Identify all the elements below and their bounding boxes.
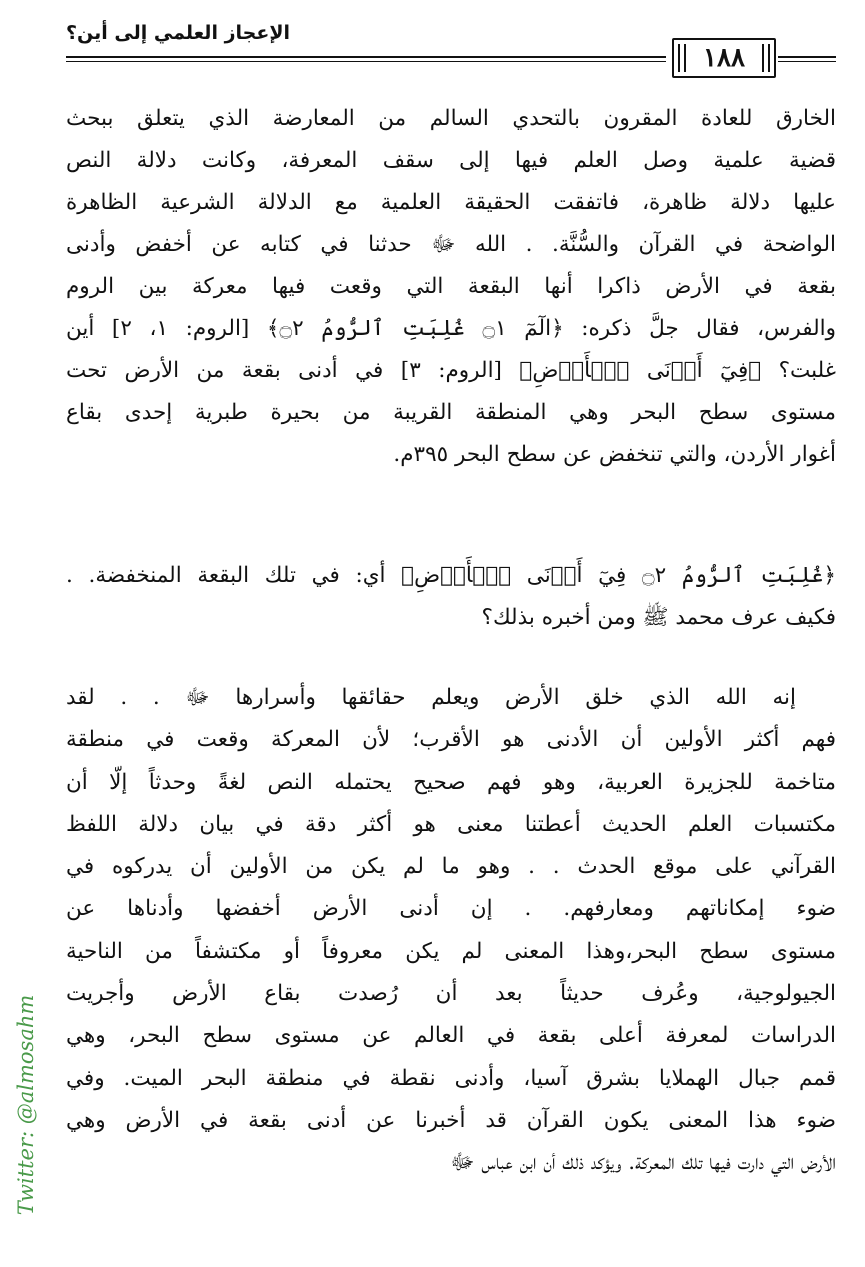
text-line: الواضحة في القرآن والسُّنَّة. . الله ﷻ حدثنا في كتابه عن أخفض وأدنى xyxy=(66,232,836,257)
text-line: مستوى سطح البحر،وهذا المعنى لم يكن معروفاً أو مكتشفاً من الناحية xyxy=(66,938,836,964)
text-line: عليها دلالة ظاهرة، فاتفقت الحقيقة العلمية مع الدلالة الشرعية الظاهرة xyxy=(66,190,836,215)
watermark-text: Twitter: @almosahm xyxy=(14,994,38,1216)
text-line: مستوى سطح البحر وهي المنطقة القريبة من بحيرة طبرية إحدى بقاع xyxy=(66,400,836,425)
header-rule-right-thin xyxy=(778,61,836,62)
page-number: ١٨٨ xyxy=(703,43,745,73)
text-line: ﴿غُلِبَتِ ٱلرُّومُ ۝٢ فِيٓ أَدۡنَى ٱلۡأَرۡضِ﴾ أي: في تلك البقعة المنخفضة. . xyxy=(66,563,836,588)
text-line: فكيف عرف محمد ﷺ ومن أخبره بذلك؟ xyxy=(481,605,836,630)
text-line: قضية علمية وصل العلم فيها إلى سقف المعرفة، وكانت دلالة النص xyxy=(66,148,836,173)
text-line: ضوء هذا المعنى يكون القرآن قد أخبرنا عن أدنى بقعة في الأرض وهي xyxy=(66,1107,836,1133)
text-line: إنه الله الذي خلق الأرض ويعلم حقائقها وأسرارها ﷻ . . لقد xyxy=(66,685,796,710)
text-line: قمم جبال الهملايا بشرق آسيا، وأدنى نقطة في منطقة البحر الميت. وفي xyxy=(66,1065,836,1091)
header-rule xyxy=(66,56,666,58)
watermark xyxy=(6,990,46,1220)
page-number-frame xyxy=(672,38,776,78)
text-line: متاخمة للجزيرة العربية، وهو فهم صحيح يحتمله النص لغةً وحدثاً إلّا أن xyxy=(66,769,836,795)
text-line: أغوار الأردن، والتي تنخفض عن سطح البحر ٣٩٥م. xyxy=(393,442,836,467)
paragraph-2 xyxy=(66,555,836,639)
paragraph-1 xyxy=(66,98,836,476)
running-title: الإعجاز العلمي إلى أين؟ xyxy=(66,22,290,44)
page-header xyxy=(66,20,836,73)
text-line: غلبت؟ ﴿فِيٓ أَدۡنَى ٱلۡأَرۡضِ﴾ [الروم: ٣] في أدنى بقعة من الأرض تحت xyxy=(66,358,836,383)
text-line: ضوء إمكاناتهم ومعارفهم. . إن أدنى الأرض أخفضها وأدناها عن xyxy=(66,896,836,922)
text-line: الأرض التي دارت فيها تلك المعركة. ويؤكد ذلك أن ابن عباس ﷻ xyxy=(450,1150,836,1176)
text-line: الخارق للعادة المقرون بالتحدي السالم من المعارضة الذي يتعلق ببحث xyxy=(66,106,836,131)
text-line: فهم أكثر الأولين أن الأدنى هو الأقرب؛ لأن المعركة وقعت في منطقة xyxy=(66,727,836,753)
header-rule-right xyxy=(778,56,836,58)
text-line: بقعة في الأرض ذاكرا أنها البقعة التي وقعت فيها معركة بين الروم xyxy=(66,274,836,299)
text-line: الدراسات لمعرفة أعلى بقعة في العالم عن مستوى سطح البحر، وهي xyxy=(66,1023,836,1049)
text-line: مكتسبات العلم الحديث أعطتنا معنى هو أكثر دقة في بيان دلالة اللفظ xyxy=(66,811,836,837)
paragraph-3 xyxy=(66,677,836,1185)
header-rule-thin xyxy=(66,61,666,62)
text-line: الجيولوجية، وعُرف حديثاً بعد أن رُصدت بقاع الأرض وأجريت xyxy=(66,981,836,1007)
text-line: والفرس، فقال جلَّ ذكره: ﴿الٓمٓ ۝١ غُلِبَتِ ٱلرُّومُ ۝٢﴾ [الروم: ١، ٢] أين xyxy=(66,316,836,341)
text-line: القرآني على موقع الحدث . . وهو ما لم يكن من الأولين أن يدركوه في xyxy=(66,854,836,880)
